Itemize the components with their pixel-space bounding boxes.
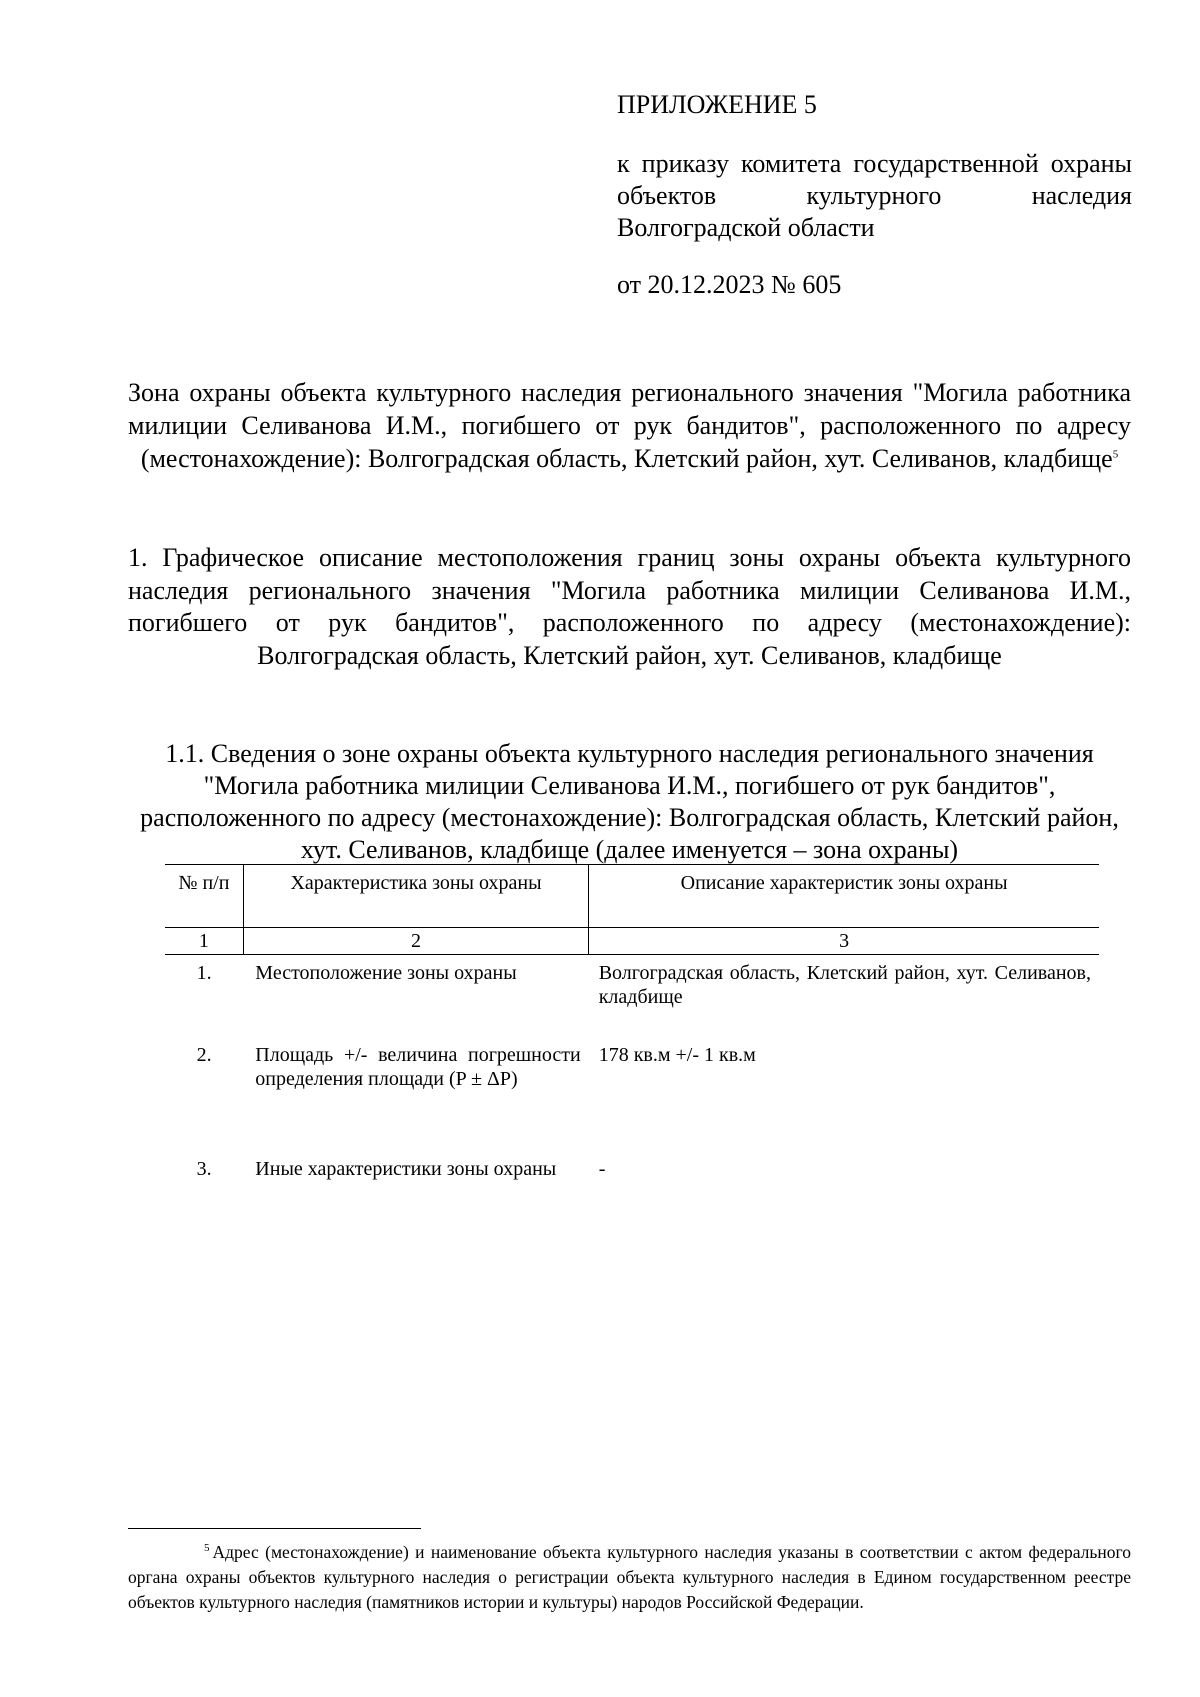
footnote (128, 1540, 1131, 1615)
table-column-number: 2 (243, 928, 588, 955)
zone-title (128, 376, 1131, 475)
row-number: 3. (196, 1158, 212, 1180)
zone-title-footnote-ref: 5 (1112, 448, 1119, 461)
footnote-mark: 5 (204, 1542, 210, 1555)
table-header-characteristic: Характеристика зоны охраны (243, 865, 588, 928)
row-characteristic: Площадь +/- величина погрешности определения площади (P ± ΔP) (255, 1044, 581, 1090)
row-description: 178 кв.м +/- 1 кв.м (598, 1044, 756, 1066)
row-description: - (598, 1158, 606, 1180)
table-row (165, 1037, 1099, 1151)
appendix-title: ПРИЛОЖЕНИЕ 5 (617, 90, 817, 119)
subsection-1-1-heading: 1.1. Сведения о зоне охраны объекта культурного наследия регионального значения "Могила работника милиции Селиванова И.М., погибшего от рук бандитов", расположенного по адресу (местонахождение): Волгоградская область, Клетский район, хут. Селиванов, кладбище (далее именуется – зона охраны) (140, 739, 1119, 864)
table-row (165, 1151, 1099, 1217)
section-1-heading: 1. Графическое описание местоположения границ зоны охраны объекта культурного наследия регионального значения "Могила работника милиции Селиванова И.М., погибшего от рук бандитов", расположенного по адресу (местонахождение): Волгоградская область, Клетский район, хут. Селиванов, кладбище (128, 543, 1131, 670)
appendix-block (617, 88, 1132, 302)
table-column-number: 1 (165, 928, 243, 955)
appendix-order-reference: к приказу комитета государственной охраны объектов культурного наследия Волгоградской области (617, 149, 1132, 242)
table-header-number: № п/п (165, 865, 243, 928)
footnote-separator (128, 1528, 421, 1529)
appendix-order-date: от 20.12.2023 № 605 (617, 270, 842, 299)
row-characteristic: Иные характеристики зоны охраны (255, 1158, 557, 1180)
table-column-numbers-row (165, 928, 1099, 955)
table-header-row (165, 865, 1099, 928)
table-row (165, 955, 1099, 1038)
table-column-number: 3 (589, 928, 1099, 955)
table-header-description: Описание характеристик зоны охраны (589, 865, 1099, 928)
row-description: Волгоградская область, Клетский район, хут. Селиванов, кладбище (598, 962, 1091, 1008)
row-characteristic: Местоположение зоны охраны (255, 962, 517, 984)
zone-title-text: Зона охраны объекта культурного наследия регионального значения "Могила работника милиции Селиванова И.М., погибшего от рук бандитов", расположенного по адресу (местонахождение): Волгоградская область, Клетский район, хут. Селиванов, кладбище (128, 378, 1131, 473)
footnote-text: Адрес (местонахождение) и наименование объекта культурного наследия указаны в соответствии с актом федерального органа охраны объектов культурного наследия о регистрации объекта культурного наследия в Едином государственном реестре объектов культурного наследия (памятников истории и культуры) народов Российской Федерации. (128, 1542, 1131, 1612)
row-number: 2. (196, 1044, 212, 1066)
zone-info-table (165, 864, 1099, 1217)
row-number: 1. (196, 962, 212, 984)
